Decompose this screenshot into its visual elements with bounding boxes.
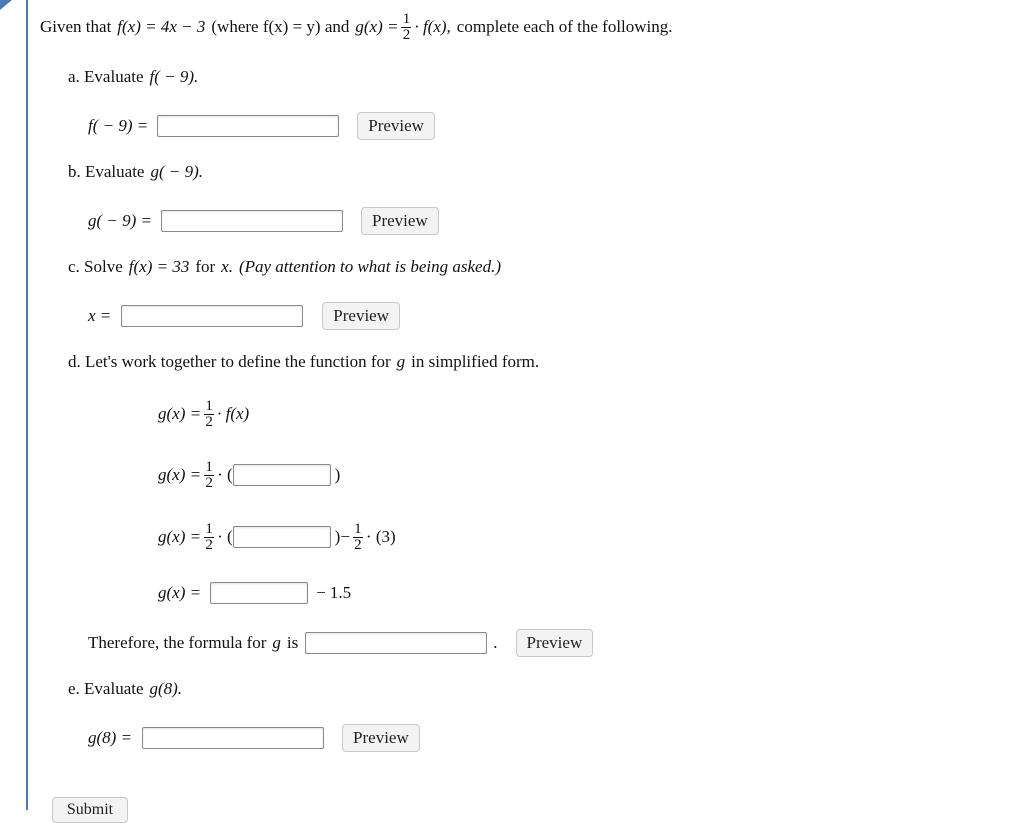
part-b-prompt: b. Evaluate g( − 9). xyxy=(68,162,204,181)
intro-tail: complete each of the following. xyxy=(456,17,673,36)
half-fraction: $\frac{1}{2}$ xyxy=(402,10,411,43)
part-d-preview-button[interactable]: Preview xyxy=(516,629,594,657)
part-a-input[interactable] xyxy=(157,115,339,137)
part-b-preview-button[interactable]: Preview xyxy=(361,207,439,235)
part-b-input[interactable] xyxy=(161,210,343,232)
part-d-prompt: d. Let's work together to define the function for g in simplified form. xyxy=(68,352,540,371)
part-e-preview-button[interactable]: Preview xyxy=(342,724,420,752)
part-c-answer-row xyxy=(88,302,400,330)
part-e-answer-row xyxy=(88,724,420,752)
part-a-prompt: a. Evaluate f( − 9). xyxy=(68,67,199,86)
part-e-input[interactable] xyxy=(142,727,324,749)
left-accent-rule xyxy=(26,0,28,810)
part-b-lhs: g( − 9) = xyxy=(88,211,153,230)
f-definition: f(x) = 4x − 3 xyxy=(117,17,206,36)
part-d-formula-input[interactable] xyxy=(305,632,487,654)
part-d-line-2-input[interactable] xyxy=(233,464,331,486)
where-clause: (where f(x) = y) and xyxy=(211,17,350,36)
part-d-line-1: g(x) = $\frac{1}{2}$ · f(x) xyxy=(158,397,250,430)
intro-given: Given that xyxy=(40,17,112,36)
part-d-line-4-input[interactable] xyxy=(210,582,308,604)
half-fraction: $\frac{1}{2}$ xyxy=(205,520,213,553)
part-c-lhs: x = xyxy=(88,306,112,325)
part-c-preview-button[interactable]: Preview xyxy=(322,302,400,330)
part-a-preview-button[interactable]: Preview xyxy=(357,112,435,140)
corner-marker xyxy=(0,0,12,10)
part-c-prompt: c. Solve f(x) = 33 for x. (Pay attention to what is being asked.) xyxy=(68,257,502,276)
g-lhs: g(x) = xyxy=(355,17,399,36)
part-d-line-3: g(x) = $\frac{1}{2}$ · ( )− $\frac{1}{2}$ · (3) xyxy=(158,520,396,553)
part-c-input[interactable] xyxy=(121,305,303,327)
part-d-line-4: g(x) = − 1.5 xyxy=(158,583,352,602)
part-a-answer-row xyxy=(88,112,435,140)
half-fraction: $\frac{1}{2}$ xyxy=(205,458,213,491)
g-rhs: · f(x), xyxy=(414,17,451,36)
half-fraction: $\frac{1}{2}$ xyxy=(354,520,362,553)
part-e-prompt: e. Evaluate g(8). xyxy=(68,679,183,698)
part-e-lhs: g(8) = xyxy=(88,728,133,747)
part-d-line-3-input[interactable] xyxy=(233,526,331,548)
part-d-formula-row: Therefore, the formula for g is . Preview xyxy=(88,629,593,657)
half-fraction: $\frac{1}{2}$ xyxy=(205,397,213,430)
problem-statement xyxy=(40,12,673,42)
part-a-lhs: f( − 9) = xyxy=(88,116,149,135)
part-b-answer-row xyxy=(88,207,439,235)
submit-button[interactable]: Submit xyxy=(52,797,128,823)
part-d-line-2: g(x) = $\frac{1}{2}$ · ( ) xyxy=(158,458,341,491)
